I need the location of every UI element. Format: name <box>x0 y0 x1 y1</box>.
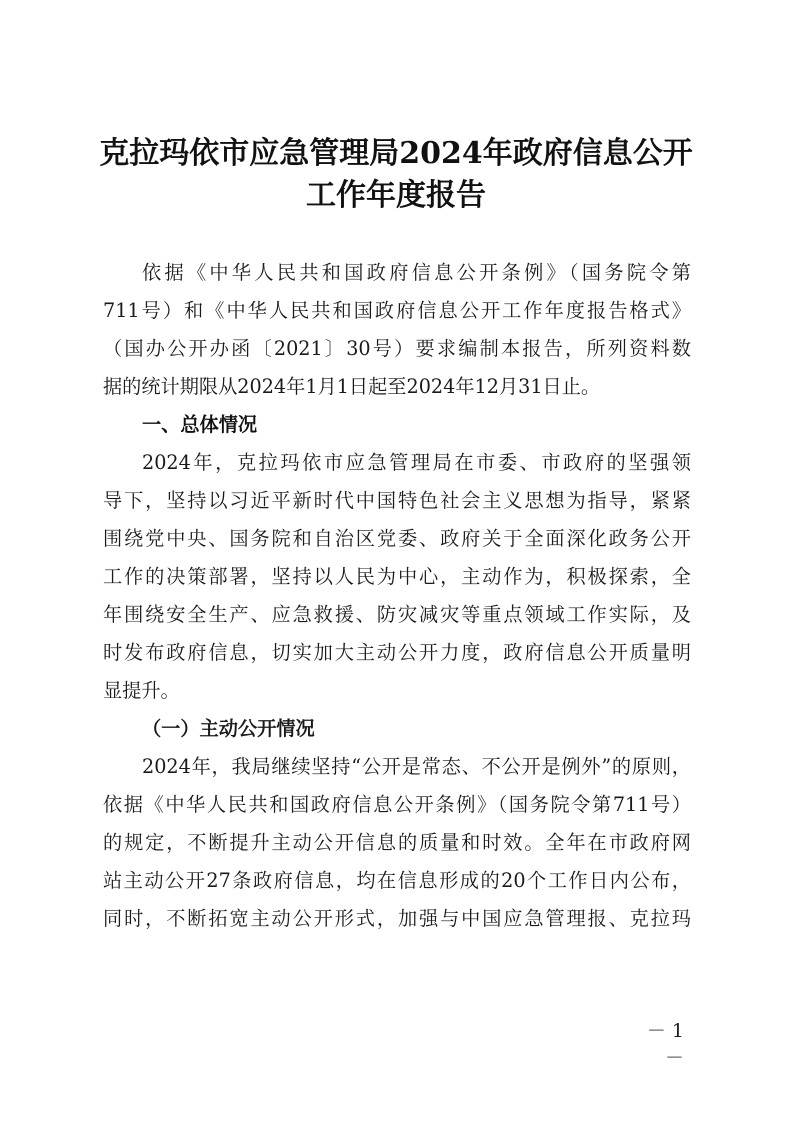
overview-line-5: 年围绕安全生产、应急救援、防灾减灾等重点领域工作实际，及 <box>103 603 691 626</box>
overview-line-1: 2024年，克拉玛依市应急管理局在市委、市政府的坚强领 <box>142 451 691 474</box>
intro-line-2: 711号）和《中华人民共和国政府信息公开工作年度报告格式》 <box>103 299 691 322</box>
overview-line-2: 导下，坚持以习近平新时代中国特色社会主义思想为指导，紧紧 <box>103 489 691 512</box>
active-disclosure-line-3: 的规定，不断提升主动公开信息的质量和时效。全年在市政府网 <box>103 831 691 854</box>
active-disclosure-line-1: 2024年，我局继续坚持“公开是常态、不公开是例外”的原则， <box>142 755 691 778</box>
overview-line-4: 工作的决策部署，坚持以人民为中心，主动作为，积极探索，全 <box>103 565 691 588</box>
overview-line-6: 时发布政府信息，切实加大主动公开力度，政府信息公开质量明 <box>103 641 691 664</box>
overview-line-7: 显提升。 <box>103 679 180 702</box>
intro-line-4: 据的统计期限从2024年1月1日起至2024年12月31日止。 <box>103 375 601 398</box>
overview-line-3: 围绕党中央、国务院和自治区党委、政府关于全面深化政务公开 <box>103 527 691 550</box>
section-heading-overview: 一、总体情况 <box>142 413 258 436</box>
active-disclosure-line-5: 同时，不断拓宽主动公开形式，加强与中国应急管理报、克拉玛 <box>103 907 691 930</box>
page-number: － 1 － <box>646 1020 684 1069</box>
intro-line-1: 依据《中华人民共和国政府信息公开条例》（国务院令第 <box>142 261 691 284</box>
intro-line-3: （国办公开办函〔2021〕30号）要求编制本报告，所列资料数 <box>103 337 691 360</box>
report-title-line-1: 克拉玛依市应急管理局2024年政府信息公开 <box>99 136 693 171</box>
report-title-line-2: 工作年度报告 <box>306 178 486 213</box>
active-disclosure-line-2: 依据《中华人民共和国政府信息公开条例》（国务院令第711号） <box>103 793 691 816</box>
subsection-heading-active-disclosure: （一）主动公开情况 <box>142 717 315 740</box>
active-disclosure-line-4: 站主动公开27条政府信息，均在信息形成的20个工作日内公布， <box>103 869 691 892</box>
